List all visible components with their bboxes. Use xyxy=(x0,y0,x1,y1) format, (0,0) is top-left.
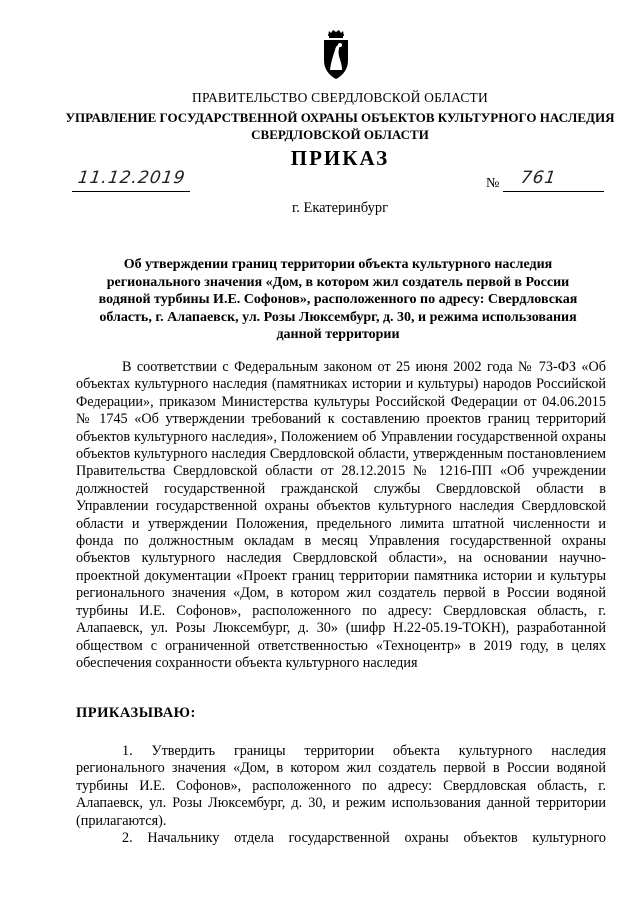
orders-heading: ПРИКАЗЫВАЮ: xyxy=(76,705,196,721)
city: г. Екатеринбург xyxy=(291,200,389,216)
department-name-line1: УПРАВЛЕНИЕ ГОСУДАРСТВЕННОЙ ОХРАНЫ ОБЪЕКТОВ КУЛЬТУРНОГО НАСЛЕДИЯ xyxy=(65,110,615,125)
department-name xyxy=(60,109,620,143)
handwritten-number: 761 xyxy=(519,168,558,188)
document-type: ПРИКАЗ xyxy=(290,146,390,170)
government-name: ПРАВИТЕЛЬСТВО СВЕРДЛОВСКОЙ ОБЛАСТИ xyxy=(192,90,488,105)
document-title: Об утверждении границ территории объекта культурного наследия регионального значения «Дом, в котором жил создатель первой в России водяной турбины И.Е. Софонов», расположенного по адресу: Свердловская область, г. Алапаевск, ул. Розы Люксембург, д. 30, и режима использования данной территории xyxy=(98,257,578,342)
preamble-paragraph: В соответствии с Федеральным законом от 25 июня 2002 года № 73-ФЗ «Об объектах культурного наследия (памятниках истории и культуры) народов Российской Федерации», приказом Министерства культуры Российской Федерации от 04.06.2015 № 1745 «Об утверждении требований к составлению проектов границ территорий объектов культурного наследия», Положением об Управлении государственной охраны объектов культурного наследия Свердловской области, утвержденным постановлением Правительства Свердловской области от 28.12.2015 № 1216-ПП «Об учреждении должностей государственной гражданской службы Свердловской области в Управлении государственной охраны объектов культурного наследия Свердловской области и утверждении Положения, предельного лимита штатной численности и фонда по должностным окладам в месяц Управления государственной охраны объектов культурного наследия Свердловской области», на основании научно-проектной документации «Проект границ территории памятника истории и культуры регионального значения «Дом, в котором жил создатель первой в России водяной турбины И.Е. Софонов», расположенного по адресу: Свердловская область, г. Алапаевск, ул. Розы Люксембург, д. 30» (шифр Н.22-05.19-ТОКН), разработанной обществом с ограниченной ответственностью «Техноцентр» в 2019 году, в целях обеспечения сохранности объекта культурного наследия xyxy=(76,359,606,671)
number-field xyxy=(503,169,604,192)
number-label: № xyxy=(486,176,500,191)
date-field xyxy=(72,169,190,192)
order-item-2: 2. Начальнику отдела государственной охраны объектов культурного xyxy=(122,830,606,846)
department-name-line2: СВЕРДЛОВСКОЙ ОБЛАСТИ xyxy=(251,127,429,142)
coat-of-arms-icon xyxy=(321,30,351,80)
order-item-1: 1. Утвердить границы территории объекта культурного наследия регионального значения «Дом, в котором жил создатель первой в России водяной турбины И.Е. Софонов», расположенного по адресу: Свердловская область, г. Алапаевск, ул. Розы Люксембург, д. 30, и режим использования данной территории (прилагаются). xyxy=(76,743,606,829)
handwritten-date: 11.12.2019 xyxy=(76,168,187,188)
